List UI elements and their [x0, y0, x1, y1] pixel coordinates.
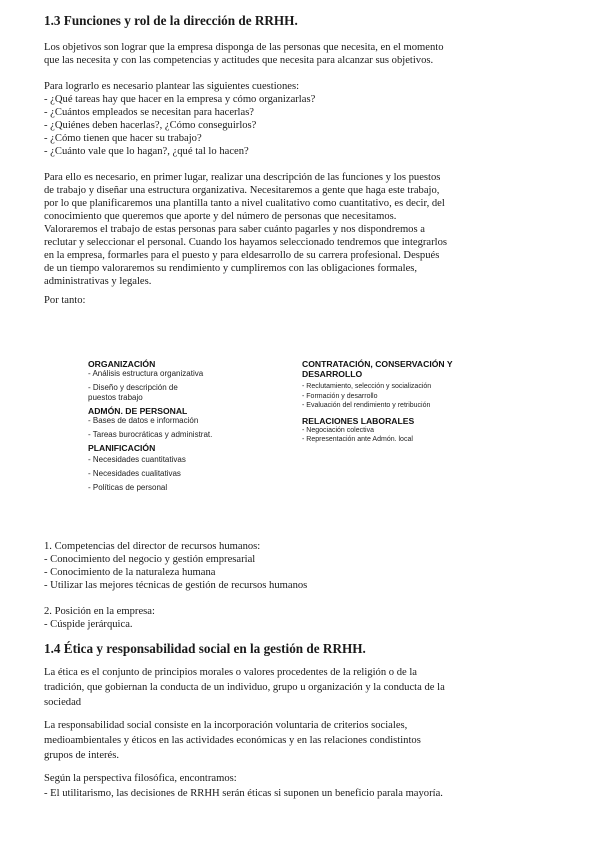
text-line: que las necesita y con las competencias y actitudes que necesita para alcanzar sus objetivos. [44, 55, 434, 66]
functions-table [88, 359, 488, 519]
list-item: - ¿Cuánto vale que lo hagan?, ¿qué tal lo hacen? [44, 146, 249, 157]
list-item: - Necesidades cualitativas [88, 469, 181, 478]
text-line: medioambientales y éticos en las actividades económicas y en las relaciones condistintos [44, 735, 421, 746]
contratacion-header: CONTRATACIÓN, CONSERVACIÓN Y [302, 359, 453, 369]
list-item: - Bases de datos e información [88, 416, 199, 425]
relaciones-header: RELACIONES LABORALES [302, 415, 415, 426]
list-item: - Conocimiento de la naturaleza humana [44, 567, 216, 578]
text-line: de trabajo y diseñar una estructura organizativa. Necesitaremos a gente que haga este trabajo, [44, 185, 440, 196]
questions-block [44, 80, 562, 158]
list-item: - Tareas burocráticas y administrat. [88, 430, 213, 439]
text-line: administrativas y legales. [44, 276, 152, 287]
text-line: de un tiempo valoraremos su rendimiento y cumpliremos con las obligaciones formales, [44, 263, 418, 274]
functions-left-column [88, 359, 278, 493]
text-line: La responsabilidad social consiste en la incorporación voluntaria de criterios sociales, [44, 720, 408, 731]
por-tanto: Por tanto: [44, 295, 86, 306]
questions-lead: Para lograrlo es necesario plantear las siguientes cuestiones: [44, 81, 300, 92]
contratacion-header-line2: DESARROLLO [302, 369, 363, 379]
list-item: - ¿Quiénes deben hacerlas?, ¿Cómo conseguirlos? [44, 120, 257, 131]
list-item: - Negociación colectiva [302, 426, 374, 434]
document-page-lower [44, 540, 562, 801]
text-line: Los objetivos son lograr que la empresa disponga de las personas que necesita, en el momento [44, 42, 444, 53]
list-item: puestos trabajo [88, 393, 143, 402]
text-line: sociedad [44, 697, 82, 708]
list-item: - Necesidades cuantitativas [88, 455, 186, 464]
document-page [44, 12, 562, 307]
posicion-block [44, 605, 562, 631]
section-1-4-title: 1.4 Ética y responsabilidad social en la gestión de RRHH. [44, 641, 366, 656]
admon-header: ADMÓN. DE PERSONAL [88, 406, 188, 416]
responsabilidad-paragraph [44, 718, 562, 763]
list-item: - Políticas de personal [88, 483, 168, 492]
posicion-title: 2. Posición en la empresa: [44, 606, 155, 617]
functions-right-column [302, 359, 492, 445]
process-paragraph [44, 171, 562, 288]
text-line: por lo que planificaremos una plantilla tanto a nivel cualitativo como cuantitativo, es decir, del [44, 198, 445, 209]
text-line: reclutar y seleccionar el personal. Cuando los hayamos seleccionado tendremos que integrarlos [44, 237, 448, 248]
list-item: - Análisis estructura organizativa [88, 369, 204, 378]
list-item: - Cúspide jerárquica. [44, 619, 133, 630]
list-item: - ¿Cómo tienen que hacer su trabajo? [44, 133, 202, 144]
text-line: Valoraremos el trabajo de estas personas para saber cuánto pagarles y nos dispondremos a [44, 224, 425, 235]
list-item: - ¿Cuántos empleados se necesitan para hacerlas? [44, 107, 255, 118]
text-line: La ética es el conjunto de principios morales o valores procedentes de la religión o de la [44, 667, 418, 678]
perspectiva-lead: Según la perspectiva filosófica, encontramos: [44, 773, 237, 784]
list-item: - El utilitarismo, las decisiones de RRHH serán éticas si suponen un beneficio parala mayoría. [44, 788, 443, 799]
section-1-3-title: 1.3 Funciones y rol de la dirección de RRHH. [44, 13, 298, 28]
list-item: - Evaluación del rendimiento y retribución [302, 402, 431, 410]
planificacion-header: PLANIFICACIÓN [88, 443, 156, 453]
text-line: tradición, que gobiernan la conducta de un individuo, grupo u organización y la conducta de la [44, 682, 445, 693]
text-line: en la empresa, formarles para el puesto y para eldesarrollo de su carrera profesional. Después [44, 250, 440, 261]
organizacion-header: ORGANIZACIÓN [88, 359, 156, 369]
text-line: conocimiento que queremos que aporte y del número de personas que necesitamos. [44, 211, 397, 222]
competencias-block [44, 540, 562, 592]
list-item: - Representación ante Admón. local [302, 436, 413, 444]
list-item: - Utilizar las mejores técnicas de gestión de recursos humanos [44, 580, 308, 591]
list-item: - Conocimiento del negocio y gestión empresarial [44, 554, 256, 565]
perspectiva-block [44, 771, 562, 801]
list-item: - Reclutamiento, selección y socialización [302, 383, 432, 390]
list-item: - Diseño y descripción de [88, 383, 178, 392]
list-item: - Formación y desarrollo [302, 392, 378, 400]
text-line: grupos de interés. [44, 750, 120, 761]
intro-paragraph [44, 41, 562, 67]
list-item: - ¿Qué tareas hay que hacer en la empresa y cómo organizarlas? [44, 94, 316, 105]
text-line: Para ello es necesario, en primer lugar, realizar una descripción de las funciones y los puestos [44, 172, 441, 183]
competencias-title: 1. Competencias del director de recursos humanos: [44, 541, 261, 552]
etica-paragraph [44, 665, 562, 710]
